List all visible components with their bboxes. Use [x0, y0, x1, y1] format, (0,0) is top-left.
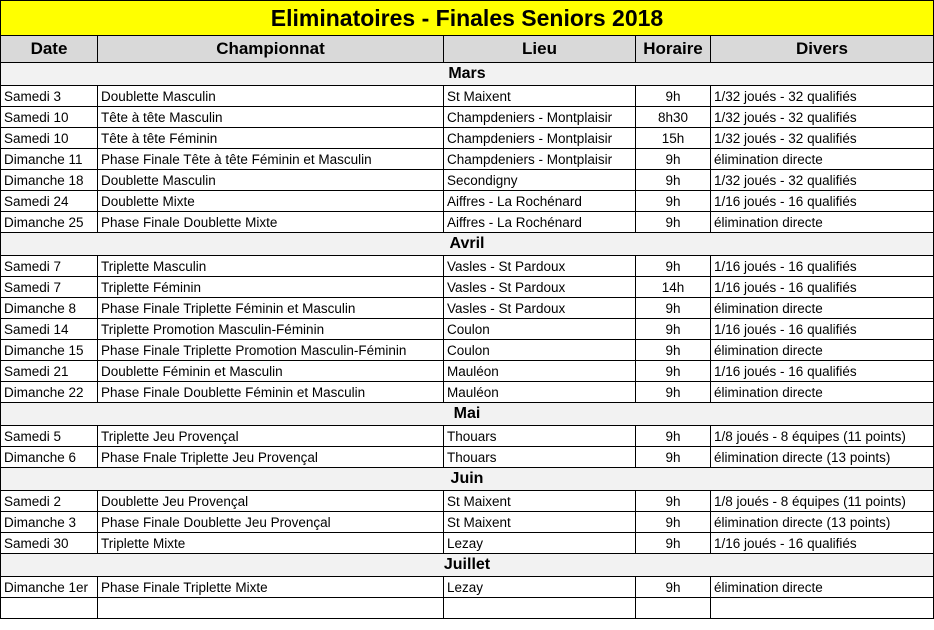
cell-lieu[interactable]: Aiffres - La Rochénard — [444, 191, 636, 212]
cell-lieu[interactable]: Mauléon — [444, 361, 636, 382]
cell-divers[interactable]: 1/32 joués - 32 qualifiés — [711, 128, 934, 149]
cell-date[interactable]: Samedi 14 — [1, 319, 98, 340]
cell-divers[interactable]: élimination directe — [711, 149, 934, 170]
cell-date[interactable]: Samedi 3 — [1, 86, 98, 107]
cell-lieu[interactable]: Champdeniers - Montplaisir — [444, 107, 636, 128]
month-label[interactable]: Avril — [1, 233, 934, 256]
cell-championnat[interactable]: Phase Finale Doublette Féminin et Masculin — [98, 382, 444, 403]
table-row — [1, 361, 934, 382]
cell-lieu[interactable]: Coulon — [444, 319, 636, 340]
cell-horaire[interactable]: 9h — [636, 361, 711, 382]
cell-divers[interactable]: élimination directe — [711, 298, 934, 319]
month-row — [1, 233, 934, 256]
header-horaire[interactable]: Horaire — [636, 36, 711, 63]
cell-date[interactable]: Samedi 24 — [1, 191, 98, 212]
table-row — [1, 447, 934, 468]
header-date[interactable]: Date — [1, 36, 98, 63]
month-row — [1, 403, 934, 426]
cell-divers[interactable]: élimination directe — [711, 212, 934, 233]
table-row — [1, 426, 934, 447]
table-row — [1, 382, 934, 403]
cell-date[interactable]: Dimanche 1er — [1, 577, 98, 598]
month-row — [1, 63, 934, 86]
table-row — [1, 340, 934, 361]
cell-date[interactable]: Dimanche 22 — [1, 382, 98, 403]
cell-horaire[interactable]: 9h — [636, 491, 711, 512]
empty-cell[interactable] — [1, 598, 98, 619]
table-row — [1, 170, 934, 191]
month-label[interactable]: Juin — [1, 468, 934, 491]
empty-cell[interactable] — [636, 598, 711, 619]
cell-divers[interactable]: élimination directe — [711, 382, 934, 403]
cell-horaire[interactable]: 9h — [636, 512, 711, 533]
cell-lieu[interactable]: Vasles - St Pardoux — [444, 256, 636, 277]
empty-row — [1, 598, 934, 619]
cell-horaire[interactable]: 9h — [636, 170, 711, 191]
cell-championnat[interactable]: Triplette Jeu Provençal — [98, 426, 444, 447]
cell-championnat[interactable]: Phase Finale Triplette Mixte — [98, 577, 444, 598]
cell-date[interactable]: Dimanche 8 — [1, 298, 98, 319]
cell-lieu[interactable]: Champdeniers - Montplaisir — [444, 128, 636, 149]
cell-horaire[interactable]: 9h — [636, 533, 711, 554]
cell-lieu[interactable]: Champdeniers - Montplaisir — [444, 149, 636, 170]
table-row — [1, 577, 934, 598]
cell-championnat[interactable]: Doublette Jeu Provençal — [98, 491, 444, 512]
cell-championnat[interactable]: Phase Finale Triplette Féminin et Masculin — [98, 298, 444, 319]
page-title[interactable]: Eliminatoires - Finales Seniors 2018 — [1, 1, 934, 36]
month-row — [1, 554, 934, 577]
month-row — [1, 468, 934, 491]
cell-horaire[interactable]: 9h — [636, 298, 711, 319]
cell-championnat[interactable]: Phase Fnale Triplette Jeu Provençal — [98, 447, 444, 468]
table-row — [1, 512, 934, 533]
cell-championnat[interactable]: Doublette Mixte — [98, 191, 444, 212]
header-divers[interactable]: Divers — [711, 36, 934, 63]
cell-horaire[interactable]: 9h — [636, 149, 711, 170]
cell-championnat[interactable]: Phase Finale Doublette Mixte — [98, 212, 444, 233]
cell-horaire[interactable]: 9h — [636, 426, 711, 447]
cell-lieu[interactable]: Thouars — [444, 426, 636, 447]
table-row — [1, 149, 934, 170]
cell-horaire[interactable]: 14h — [636, 277, 711, 298]
cell-horaire[interactable]: 15h — [636, 128, 711, 149]
table-row — [1, 107, 934, 128]
cell-championnat[interactable]: Doublette Féminin et Masculin — [98, 361, 444, 382]
cell-date[interactable]: Dimanche 3 — [1, 512, 98, 533]
cell-lieu[interactable]: Secondigny — [444, 170, 636, 191]
cell-divers[interactable]: 1/8 joués - 8 équipes (11 points) — [711, 426, 934, 447]
cell-date[interactable]: Dimanche 25 — [1, 212, 98, 233]
month-label[interactable]: Mars — [1, 63, 934, 86]
cell-horaire[interactable]: 9h — [636, 382, 711, 403]
cell-date[interactable]: Dimanche 18 — [1, 170, 98, 191]
cell-date[interactable]: Dimanche 15 — [1, 340, 98, 361]
cell-championnat[interactable]: Doublette Masculin — [98, 86, 444, 107]
cell-date[interactable]: Dimanche 6 — [1, 447, 98, 468]
header-row — [1, 36, 934, 63]
cell-date[interactable]: Samedi 7 — [1, 256, 98, 277]
title-row — [1, 1, 934, 36]
cell-horaire[interactable]: 9h — [636, 447, 711, 468]
cell-championnat[interactable]: Phase Finale Doublette Jeu Provençal — [98, 512, 444, 533]
cell-lieu[interactable]: Coulon — [444, 340, 636, 361]
cell-horaire[interactable]: 9h — [636, 340, 711, 361]
cell-divers[interactable]: 1/16 joués - 16 qualifiés — [711, 256, 934, 277]
cell-divers[interactable]: 1/16 joués - 16 qualifiés — [711, 277, 934, 298]
cell-date[interactable]: Samedi 10 — [1, 128, 98, 149]
cell-divers[interactable]: élimination directe — [711, 577, 934, 598]
table-row — [1, 191, 934, 212]
cell-lieu[interactable]: Vasles - St Pardoux — [444, 298, 636, 319]
cell-divers[interactable]: 1/16 joués - 16 qualifiés — [711, 191, 934, 212]
cell-divers[interactable]: 1/8 joués - 8 équipes (11 points) — [711, 491, 934, 512]
cell-divers[interactable]: élimination directe (13 points) — [711, 447, 934, 468]
table-row — [1, 212, 934, 233]
cell-divers[interactable]: 1/16 joués - 16 qualifiés — [711, 361, 934, 382]
empty-cell[interactable] — [444, 598, 636, 619]
month-label[interactable]: Juillet — [1, 554, 934, 577]
cell-lieu[interactable]: Lezay — [444, 533, 636, 554]
cell-championnat[interactable]: Tête à tête Féminin — [98, 128, 444, 149]
cell-championnat[interactable]: Triplette Mixte — [98, 533, 444, 554]
cell-divers[interactable]: 1/16 joués - 16 qualifiés — [711, 319, 934, 340]
table-row — [1, 86, 934, 107]
cell-horaire[interactable]: 9h — [636, 256, 711, 277]
cell-date[interactable]: Samedi 21 — [1, 361, 98, 382]
cell-lieu[interactable]: Thouars — [444, 447, 636, 468]
table-row — [1, 277, 934, 298]
cell-horaire[interactable]: 8h30 — [636, 107, 711, 128]
cell-championnat[interactable]: Triplette Féminin — [98, 277, 444, 298]
table-row — [1, 491, 934, 512]
month-label[interactable]: Mai — [1, 403, 934, 426]
cell-date[interactable]: Dimanche 11 — [1, 149, 98, 170]
cell-horaire[interactable]: 9h — [636, 86, 711, 107]
empty-cell[interactable] — [711, 598, 934, 619]
cell-divers[interactable]: 1/16 joués - 16 qualifiés — [711, 533, 934, 554]
cell-divers[interactable]: élimination directe — [711, 340, 934, 361]
cell-championnat[interactable]: Phase Finale Tête à tête Féminin et Masculin — [98, 149, 444, 170]
cell-divers[interactable]: 1/32 joués - 32 qualifiés — [711, 86, 934, 107]
cell-date[interactable]: Samedi 30 — [1, 533, 98, 554]
cell-championnat[interactable]: Doublette Masculin — [98, 170, 444, 191]
cell-lieu[interactable]: St Maixent — [444, 491, 636, 512]
cell-horaire[interactable]: 9h — [636, 577, 711, 598]
cell-date[interactable]: Samedi 5 — [1, 426, 98, 447]
cell-divers[interactable]: 1/32 joués - 32 qualifiés — [711, 107, 934, 128]
table-row — [1, 298, 934, 319]
header-lieu[interactable]: Lieu — [444, 36, 636, 63]
cell-lieu[interactable]: St Maixent — [444, 86, 636, 107]
empty-cell[interactable] — [98, 598, 444, 619]
table-row — [1, 533, 934, 554]
cell-horaire[interactable]: 9h — [636, 212, 711, 233]
table-row — [1, 256, 934, 277]
cell-lieu[interactable]: Lezay — [444, 577, 636, 598]
header-championnat[interactable]: Championnat — [98, 36, 444, 63]
table-row — [1, 128, 934, 149]
cell-divers[interactable]: 1/32 joués - 32 qualifiés — [711, 170, 934, 191]
cell-date[interactable]: Samedi 7 — [1, 277, 98, 298]
cell-lieu[interactable]: Mauléon — [444, 382, 636, 403]
cell-championnat[interactable]: Triplette Promotion Masculin-Féminin — [98, 319, 444, 340]
cell-lieu[interactable]: Aiffres - La Rochénard — [444, 212, 636, 233]
cell-date[interactable]: Samedi 10 — [1, 107, 98, 128]
cell-championnat[interactable]: Phase Finale Triplette Promotion Masculin-Féminin — [98, 340, 444, 361]
cell-divers[interactable]: élimination directe (13 points) — [711, 512, 934, 533]
table-row — [1, 319, 934, 340]
cell-championnat[interactable]: Tête à tête Masculin — [98, 107, 444, 128]
cell-horaire[interactable]: 9h — [636, 319, 711, 340]
cell-lieu[interactable]: St Maixent — [444, 512, 636, 533]
cell-championnat[interactable]: Triplette Masculin — [98, 256, 444, 277]
cell-date[interactable]: Samedi 2 — [1, 491, 98, 512]
cell-lieu[interactable]: Vasles - St Pardoux — [444, 277, 636, 298]
cell-horaire[interactable]: 9h — [636, 191, 711, 212]
